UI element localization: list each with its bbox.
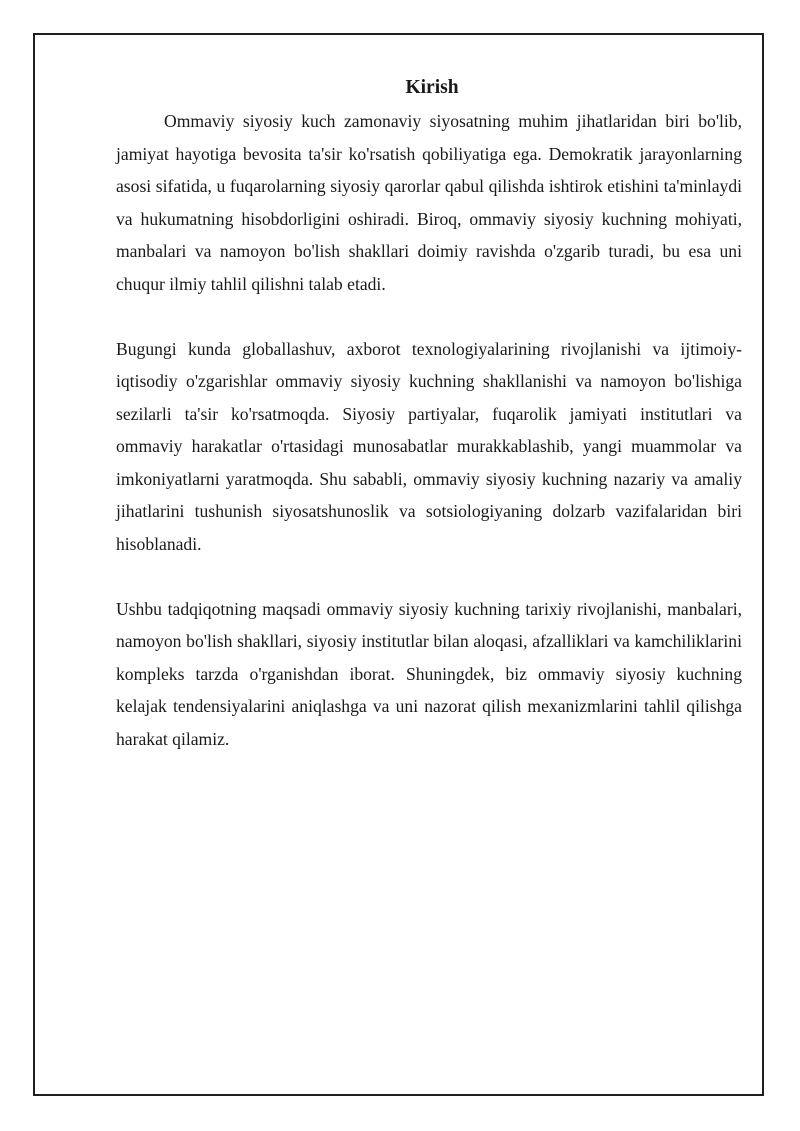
document-body [116, 76, 742, 755]
paragraph-context: Bugungi kunda globallashuv, axborot texnologiyalarining rivojlanishi va ijtimoiy-iqtisodiy o'zgarishlar ommaviy siyosiy kuchning shakllanishi va namoyon bo'lishiga sezilarli ta'sir ko'rsatmoqda. Siyosiy partiyalar, fuqarolik jamiyati institutlari va ommaviy harakatlar o'rtasidagi munosabatlar murakkablashib, yangi muammolar va imkoniyatlarni yaratmoqda. Shu sababli, ommaviy siyosiy kuchning nazariy va amaliy jihatlarini tushunish siyosatshunoslik va sotsiologiyaning dolzarb vazifalaridan biri hisoblanadi. [116, 338, 742, 554]
paragraph-intro: Ommaviy siyosiy kuch zamonaviy siyosatning muhim jihatlaridan biri bo'lib, jamiyat hayotiga bevosita ta'sir ko'rsatish qobiliyatiga ega. Demokratik jarayonlarning asosi sifatida, u fuqarolarning siyosiy qarorlar qabul qilishda ishtirok etishini ta'minlaydi va hukumatning hisobdorligini oshiradi. Biroq, ommaviy siyosiy kuchning mohiyati, manbalari va namoyon bo'lish shakllari doimiy ravishda o'zgarib turadi, bu esa uni chuqur ilmiy tahlil qilishni talab etadi. [116, 111, 742, 294]
document-title: Kirish [405, 77, 459, 98]
paragraph-spacer [116, 560, 742, 593]
paragraph-goal: Ushbu tadqiqotning maqsadi ommaviy siyosiy kuchning tarixiy rivojlanishi, manbalari, namoyon bo'lish shakllari, siyosiy institutlar bilan aloqasi, afzalliklari va kamchiliklarini kompleks tarzda o'rganishdan iborat. Shuningdek, biz ommaviy siyosiy kuchning kelajak tendensiyalarini aniqlashga va uni nazorat qilish mexanizmlarini tahlil qilishga harakat qilamiz. [116, 598, 742, 749]
paragraph-spacer [116, 300, 742, 333]
